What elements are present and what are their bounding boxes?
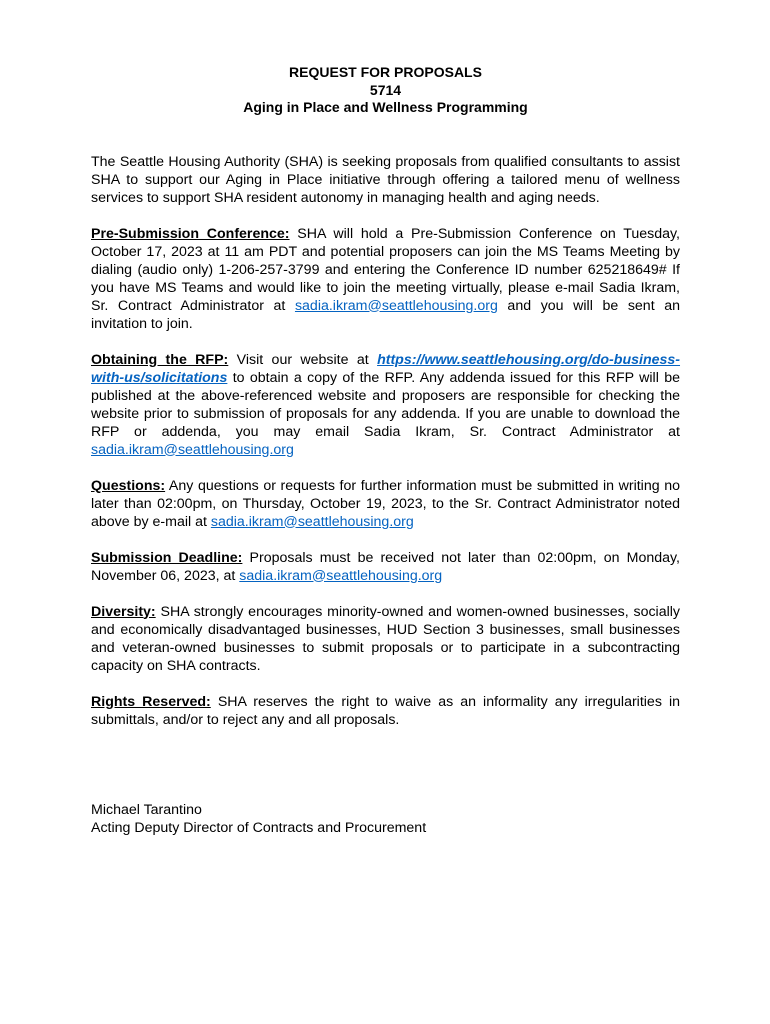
signer-name: Michael Tarantino (91, 801, 202, 818)
diversity-paragraph (91, 603, 680, 675)
deadline-text: Proposals must be received not later than 02:00pm, on Monday, November 06, 2023, at (91, 549, 680, 584)
questions-paragraph (91, 477, 680, 531)
presubmission-text-end: and you will be sent an invitation to join. (91, 297, 681, 332)
rights-paragraph (91, 693, 680, 729)
obtaining-paragraph (91, 351, 680, 459)
presubmission-paragraph (91, 225, 680, 333)
deadline-email-link[interactable]: sadia.ikram@seattlehousing.org (239, 567, 443, 584)
diversity-label: Diversity: (91, 603, 156, 620)
header-subtitle: Aging in Place and Wellness Programming (243, 99, 528, 115)
header-rfp-number: 5714 (369, 81, 402, 98)
questions-label: Questions: (91, 477, 166, 494)
presubmission-text: SHA will hold a Pre-Submission Conference on Tuesday, October 17, 2023 at 11 am PDT and potential proposers can join the MS Teams Meeting by dialing (audio only) 1-206-257-3799 and entering the Conference ID number 625218649# If you have MS Teams and would like to join the meeting virtually, please e-mail Sadia Ikram, Sr. Contract Administrator at (91, 225, 681, 314)
rights-text: SHA reserves the right to waive as an informality any irregularities in submittals, and/or to reject any and all proposals. (91, 693, 680, 728)
presubmission-email-link[interactable]: sadia.ikram@seattlehousing.org (294, 297, 498, 314)
document-header (91, 64, 680, 117)
rights-label: Rights Reserved: (91, 693, 211, 710)
questions-email-link[interactable]: sadia.ikram@seattlehousing.org (210, 513, 414, 530)
obtaining-label: Obtaining the RFP: (91, 351, 229, 368)
document-page (91, 64, 680, 837)
obtaining-text-middle: to obtain a copy of the RFP. Any addenda issued for this RFP will be published at the above-referenced website and proposers are responsible for checking the website prior to submission of proposals for any addenda. If you are unable to download the RFP or addenda, you may email Sadia Ikram, Sr. Contract Administrator at (91, 369, 680, 440)
header-title: REQUEST FOR PROPOSALS (289, 64, 482, 80)
signer-title: Acting Deputy Director of Contracts and Procurement (91, 819, 427, 836)
presubmission-label: Pre-Submission Conference: (91, 225, 290, 242)
intro-paragraph: The Seattle Housing Authority (SHA) is seeking proposals from qualified consultants to assist SHA to support our Aging in Place initiative through offering a tailored menu of wellness services to support SHA resident autonomy in managing health and aging needs. (91, 153, 680, 206)
obtaining-email-link[interactable]: sadia.ikram@seattlehousing.org (91, 441, 294, 458)
deadline-label: Submission Deadline: (91, 549, 243, 566)
diversity-text: SHA strongly encourages minority-owned and women-owned businesses, socially and economically disadvantaged businesses, HUD Section 3 businesses, small businesses and veteran-owned businesses to submit proposals or to participate in a subcontracting capacity on SHA contracts. (91, 603, 680, 674)
obtaining-text: Visit our website at (228, 351, 378, 368)
solicitations-url-link[interactable]: https://www.seattlehousing.org/do-business-with-us/solicitations (91, 351, 681, 386)
signature-block (91, 801, 680, 837)
deadline-paragraph (91, 549, 680, 585)
questions-text: Any questions or requests for further information must be submitted in writing no later than 02:00pm, on Thursday, October 19, 2023, to the Sr. Contract Administrator noted above by e-mail at (91, 477, 680, 530)
